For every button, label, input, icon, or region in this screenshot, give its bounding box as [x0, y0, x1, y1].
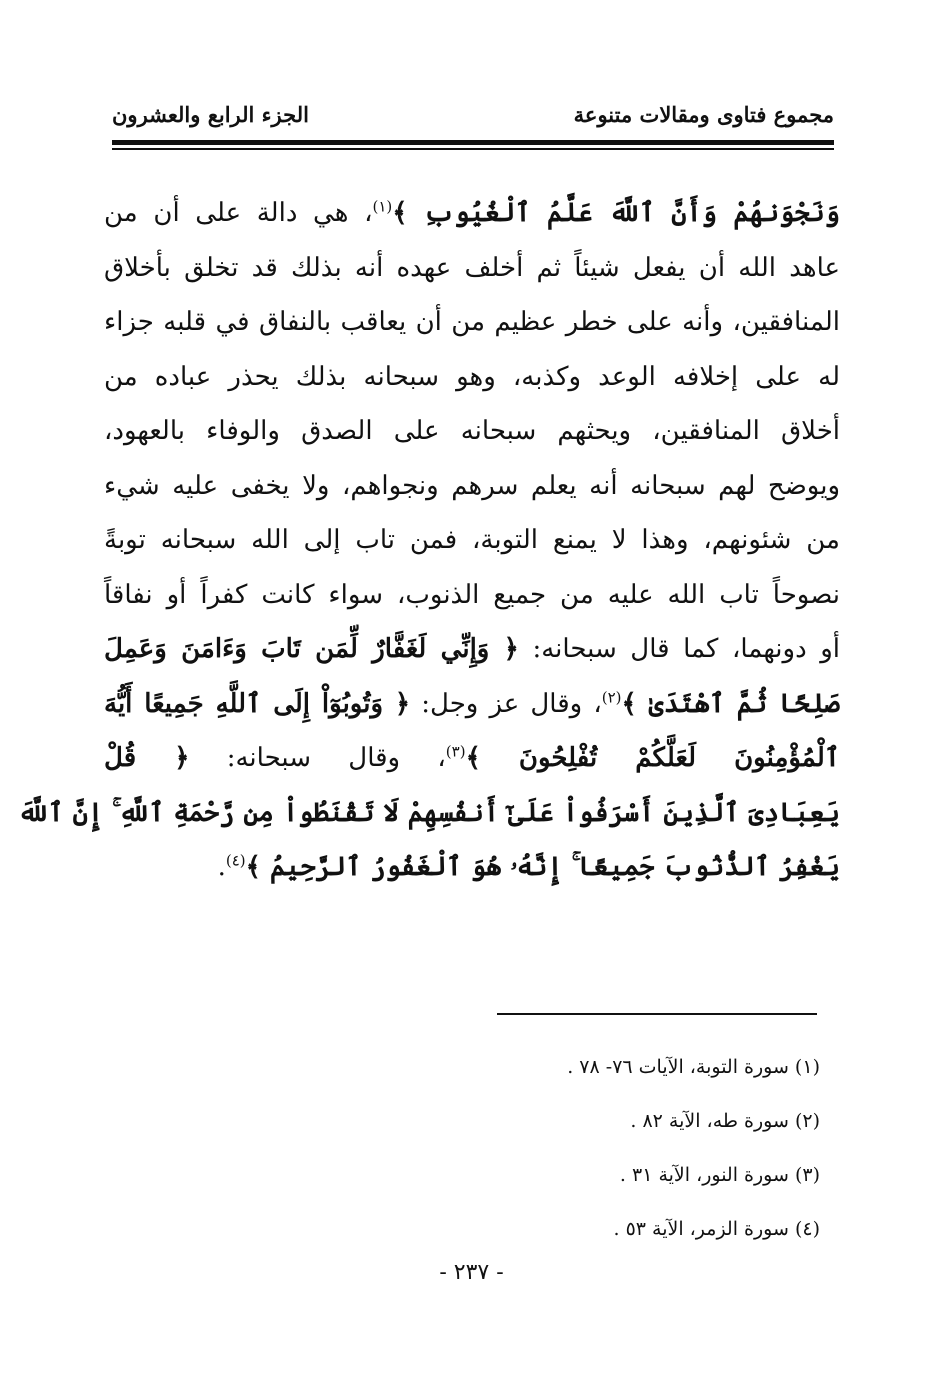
footnote-separator — [497, 1013, 817, 1015]
quran-verse: يَغْفِرُ ٱلذُّنُوبَ جَمِيعًا ۚ إِنَّهُۥ هُوَ ٱلْغَفُورُ ٱلرَّحِيمُ ﴾ — [245, 852, 840, 882]
text-line: نصوحاً تاب الله عليه من جميع الذنوب، سواء كانت كفراً أو نفاقاً — [104, 579, 840, 610]
text-line: ويوضح لهم سبحانه أنه يعلم سرهم ونجواهم، ولا يخفى عليه شيء — [104, 470, 840, 501]
footnote-3: (٣) سورة النور، الآية ٣١ . — [619, 1164, 820, 1186]
text-line: من شئونهم، وهذا لا يمنع التوبة، فمن تاب إلى الله سبحانه توبةً — [104, 525, 840, 555]
quran-verse: يَعِبَادِىَ ٱلَّذِينَ أَسْرَفُواْ عَلَىٰٓ أَنفُسِهِمْ لَا تَقْنَطُواْ مِن رَّحْمَةِ ٱللَّهِ ۚ إِنَّ ٱللَّهَ — [17, 797, 840, 828]
quran-verse: ﴿ وَتُوبُوٓاْ إِلَى ٱللَّهِ جَمِيعًا أَيُّهَ — [104, 688, 411, 719]
page-number: - ٢٣٧ - — [439, 1260, 504, 1285]
body-text — [17, 186, 841, 895]
text-line — [17, 786, 840, 841]
text-line: أخلاق المنافقين، ويحثهم سبحانه على الصدق والوفاء بالعهود، — [104, 416, 840, 446]
footnote-ref: (٣) — [445, 742, 466, 761]
text-span: ، وقال عز وجل: — [421, 688, 602, 719]
text-line — [104, 840, 840, 895]
text-line — [104, 622, 840, 677]
header-rule-thin — [112, 148, 834, 150]
quran-verse: صَلِحًا ثُمَّ ٱهْتَدَىٰ ﴾ — [621, 688, 840, 719]
text-line: عاهد الله أن يفعل شيئاً ثم أخلف عهده أنه بذلك قد تخلق بأخلاق — [104, 252, 840, 283]
footnote-1: (١) سورة التوبة، الآيات ٧٦- ٧٨ . — [567, 1056, 820, 1078]
quran-verse: ٱلْمُؤْمِنُونَ لَعَلَّكُمْ تُفْلِحُونَ ﴾ — [465, 743, 840, 773]
text-line — [104, 186, 840, 241]
quran-verse: وَنَجْوَنهُمْ وَأَنَّ ٱللَّهَ عَلَّمُ ٱلْغُيُوبِ ﴾ — [392, 198, 841, 228]
quran-verse: ﴿ قُلْ — [104, 743, 190, 773]
footnote-ref: (٤) — [225, 851, 246, 870]
footnotes — [400, 1040, 820, 1256]
volume-label: الجزء الرابع والعشرون — [112, 102, 309, 127]
header-rule-thick — [112, 140, 834, 145]
footnote-ref: (١) — [372, 197, 393, 216]
text-span: أو دونهما، كما قال سبحانه: — [532, 634, 840, 664]
book-title: مجموع فتاوى ومقالات متنوعة — [573, 102, 834, 127]
text-span: ، وقال سبحانه: — [226, 743, 446, 773]
quran-verse: ﴿ وَإِنِّي لَغَفَّارٌ لِّمَن تَابَ وَءَامَنَ وَعَمِلَ — [104, 634, 519, 664]
running-header — [112, 96, 834, 136]
footnote-4: (٤) سورة الزمر، الآية ٥٣ . — [613, 1218, 820, 1240]
text-span: . — [217, 852, 226, 882]
footnote-ref: (٢) — [601, 687, 622, 706]
text-line: المنافقين، وأنه على خطر عظيم من أن يعاقب بالنفاق في قلبه جزاء — [104, 307, 840, 337]
footnote-2: (٢) سورة طه، الآية ٨٢ . — [630, 1110, 820, 1132]
text-line — [104, 677, 840, 732]
text-line — [104, 731, 840, 786]
text-span: ، هي دالة على أن من — [104, 198, 373, 228]
text-line: له على إخلافه الوعد وكذبه، وهو سبحانه بذلك يحذر عباده من — [104, 361, 840, 392]
